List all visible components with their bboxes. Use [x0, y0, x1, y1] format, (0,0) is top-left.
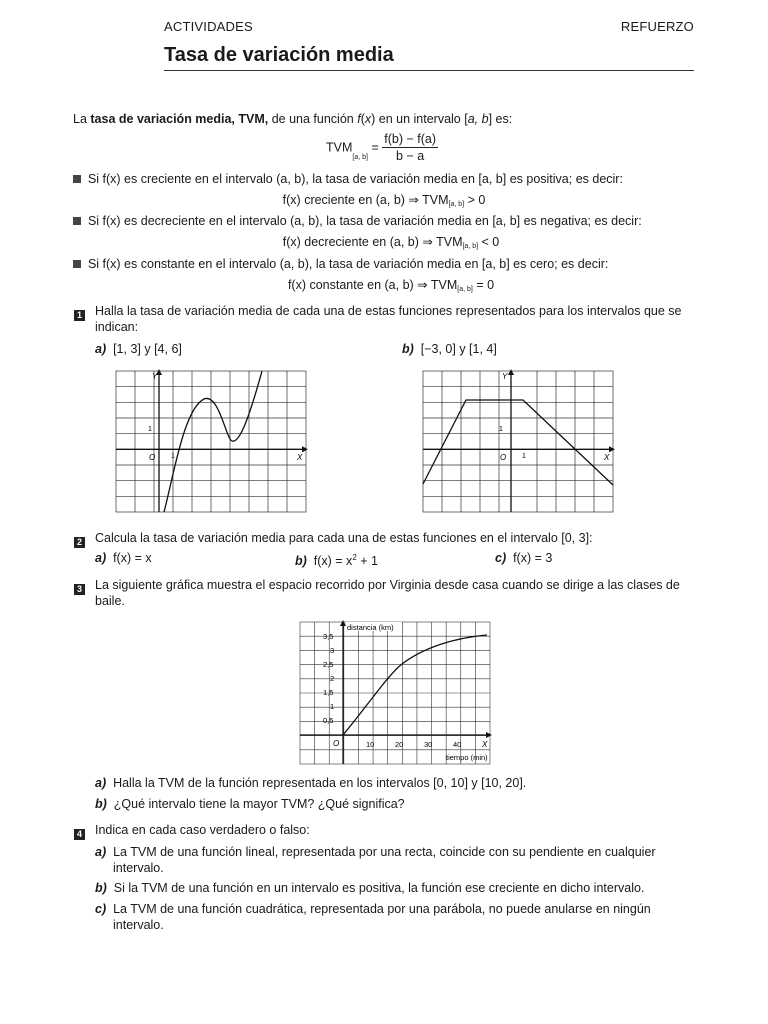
item-text: f(x) = 3	[513, 551, 553, 565]
item-text: ¿Qué intervalo tiene la mayor TVM? ¿Qué significa?	[113, 797, 405, 811]
exercise-4a-cont: intervalo.	[113, 861, 164, 875]
exercise-2b	[295, 550, 378, 569]
x-axis-label: X	[297, 453, 303, 462]
graph-b-line	[423, 400, 613, 485]
formula-sub: [a, b]	[448, 201, 465, 208]
exercise-4a	[95, 844, 656, 860]
item-text: Halla la TVM de la función representada en los intervalos [0, 10] y [10, 20].	[113, 776, 527, 790]
intro-text-e: ) en un intervalo [	[371, 112, 468, 126]
formula-sub: [a, b]	[457, 286, 473, 293]
item-label: c)	[495, 551, 507, 565]
bullet-formula-decreasing	[0, 234, 768, 255]
exercise-3-line1: La siguiente gráfica muestra el espacio recorrido por Virginia desde casa cuando se dirige a las clases de	[95, 578, 680, 592]
y-tick-3: 3	[330, 646, 335, 655]
formula-eq: =	[371, 140, 379, 155]
exercise-3b	[95, 796, 405, 812]
item-sup: 2	[352, 553, 357, 562]
formula-text: f(x) creciente en (a, b) ⇒ TVM	[282, 193, 449, 207]
exercise-number-1: 1	[74, 305, 85, 323]
origin-label: O	[500, 453, 507, 462]
exercise-1-line2: indican:	[95, 320, 139, 334]
formula-text: f(x) constante en (a, b) ⇒ TVM	[287, 278, 458, 292]
intro-paragraph	[73, 111, 512, 127]
item-text: La TVM de una función cuadrática, representada por una parábola, no puede anularse en ningún	[113, 902, 651, 916]
item-label: b)	[95, 797, 107, 811]
y-axis-label: Y	[152, 372, 158, 381]
y-tick-2-5: 2,5	[323, 660, 334, 669]
x-unit-label: 1	[522, 453, 526, 460]
bullet-text: Si f(x) es decreciente en el intervalo (a, b), la tasa de variación media en [a, b] es negativa; es decir:	[87, 214, 642, 228]
x-tick-40: 40	[453, 740, 462, 749]
y-tick-1-5: 1,5	[323, 688, 334, 697]
item-text: [1, 3] y [4, 6]	[113, 342, 182, 356]
distance-curve	[343, 635, 487, 735]
item-text: f(x) = x	[113, 551, 152, 565]
exercise-number-3: 3	[74, 579, 85, 597]
section-label: ACTIVIDADES	[164, 19, 253, 34]
exercise-1-line1: Halla la tasa de variación media de cada una de estas funciones representados para los intervalos que se	[95, 304, 682, 318]
exercise-3-line2: baile.	[95, 594, 125, 608]
y-tick-3-5: 3,5	[323, 632, 334, 641]
bullet-increasing	[73, 171, 623, 187]
bullet-square-icon	[73, 175, 81, 183]
exercise-4b	[95, 880, 644, 896]
page-title: Tasa de variación media	[164, 44, 394, 66]
origin-label: O	[149, 453, 156, 462]
exercise-1a	[95, 341, 182, 357]
level-label: REFUERZO	[620, 19, 694, 34]
formula-text: f(x) decreciente en (a, b) ⇒ TVM	[282, 235, 463, 249]
bullet-formula-constant	[0, 277, 768, 298]
formula-tail: < 0	[478, 235, 500, 249]
graph-a	[114, 369, 308, 514]
formula-numerator: f(b) − f(a)	[384, 132, 436, 146]
intro-paren: (	[360, 112, 365, 126]
item-text: f(x) = x	[313, 554, 353, 568]
intro-text-c: de una función	[268, 112, 358, 126]
y-tick-0-5: 0,5	[323, 716, 334, 725]
item-label: a)	[95, 845, 107, 859]
x-tick-30: 30	[424, 740, 433, 749]
x-tick-20: 20	[395, 740, 404, 749]
intro-text-a: La	[73, 112, 91, 126]
item-text: [−3, 0] y [1, 4]	[420, 342, 497, 356]
exercise-2a	[95, 550, 152, 566]
formula-sub: [a, b]	[462, 243, 479, 250]
distance-xlabel: tiempo (min)	[446, 753, 488, 762]
bullet-square-icon	[73, 217, 81, 225]
exercise-4c	[95, 901, 651, 917]
title-rule	[164, 70, 694, 71]
graph-a-grid	[116, 371, 306, 512]
distance-origin: O	[333, 739, 340, 748]
formula-sub: [a, b]	[352, 153, 368, 161]
y-unit-label: 1	[148, 426, 152, 433]
intro-text-f: ] es:	[488, 112, 513, 126]
bullet-text: Si f(x) es creciente en el intervalo (a, b), la tasa de variación media en [a, b] es positiva; es decir:	[87, 172, 623, 186]
y-tick-2: 2	[330, 674, 335, 683]
bullet-constant	[73, 256, 608, 272]
y-tick-1: 1	[330, 702, 335, 711]
intro-bold: tasa de variación media, TVM,	[90, 112, 269, 126]
exercise-3a	[95, 775, 526, 791]
intro-f: f	[357, 112, 361, 126]
item-text: Si la TVM de una función en un intervalo es positiva, la función ese creciente en dicho intervalo.	[113, 881, 645, 895]
distance-x-arrow	[486, 732, 492, 738]
formula-tail: > 0	[464, 193, 486, 207]
graph-b	[421, 369, 615, 514]
exercise-number-4: 4	[74, 824, 85, 842]
exercise-number-2: 2	[74, 532, 85, 550]
exercise-4-text: Indica en cada caso verdadero o falso:	[95, 823, 310, 837]
item-label: a)	[95, 342, 107, 356]
x-axis-label: X	[604, 453, 610, 462]
distance-ylabel: distancia (km)	[347, 623, 394, 632]
formula-denominator: b − a	[396, 149, 425, 163]
graph-b-grid	[423, 371, 613, 512]
y-unit-label: 1	[499, 426, 503, 433]
graph-a-x-arrow	[302, 446, 308, 452]
exercise-2c	[495, 550, 552, 566]
bullet-text: Si f(x) es constante en el intervalo (a, b), la tasa de variación media en [a, b] es cero; es decir:	[87, 257, 609, 271]
tvm-formula	[326, 131, 438, 167]
exercise-2-text: Calcula la tasa de variación media para cada una de estas funciones en el intervalo [0, 3]:	[95, 531, 593, 545]
graph-a-curve	[164, 371, 262, 512]
item-label: b)	[95, 881, 107, 895]
item-text: La TVM de una función lineal, representada por una recta, coincide con su pendiente en cualquier	[113, 845, 656, 859]
exercise-4c-cont: intervalo.	[113, 918, 164, 932]
intro-x: x	[364, 112, 372, 126]
y-axis-label: Y	[502, 372, 508, 381]
formula-fraction	[382, 131, 438, 164]
exercise-1b	[402, 341, 497, 357]
bullet-decreasing	[73, 213, 642, 229]
item-text-post: + 1	[356, 554, 378, 568]
item-label: a)	[95, 551, 107, 565]
item-label: b)	[295, 554, 307, 568]
item-label: b)	[402, 342, 414, 356]
bullet-square-icon	[73, 260, 81, 268]
graph-b-x-arrow	[609, 446, 615, 452]
x-tick-10: 10	[366, 740, 375, 749]
formula-lhs: TVM	[326, 140, 353, 155]
distance-x-letter: X	[482, 740, 488, 749]
intro-ab: a, b	[467, 112, 489, 126]
distance-chart	[298, 620, 492, 766]
bullet-formula-increasing	[0, 192, 768, 213]
distance-y-arrow	[340, 620, 346, 626]
x-unit-label: 1	[171, 453, 175, 460]
item-label: c)	[95, 902, 107, 916]
item-label: a)	[95, 776, 107, 790]
graph-b-y-arrow	[508, 369, 514, 375]
formula-tail: = 0	[472, 278, 495, 292]
